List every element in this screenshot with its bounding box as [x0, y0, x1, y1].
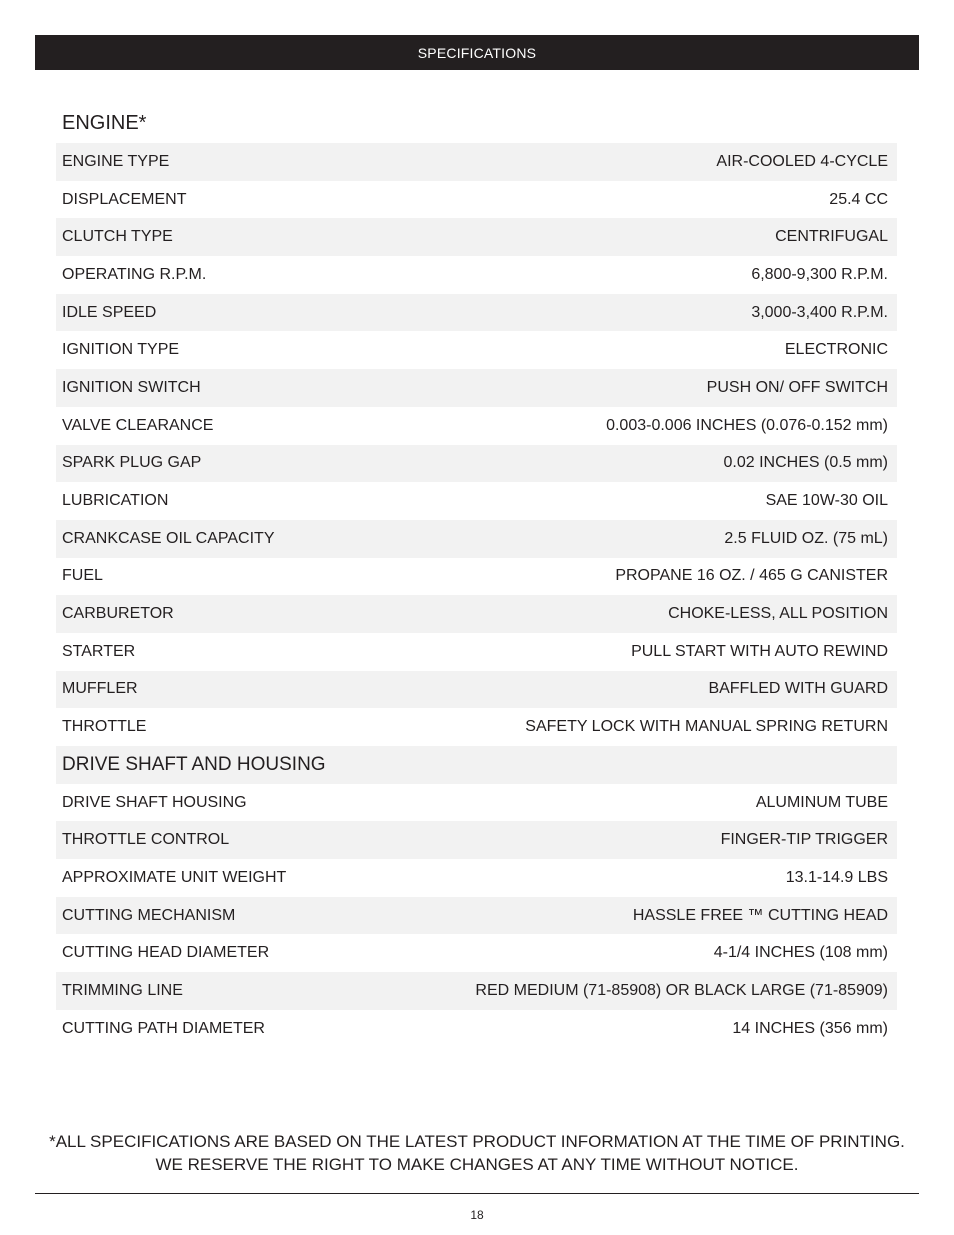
spec-row	[56, 934, 897, 972]
spec-label: THROTTLE CONTROL	[62, 831, 230, 849]
spec-row	[56, 1010, 897, 1048]
section-title-engine: ENGINE*	[62, 112, 147, 134]
spec-label: THROTTLE	[62, 718, 147, 736]
spec-row	[56, 633, 897, 671]
spec-label: IDLE SPEED	[62, 303, 157, 321]
spec-row	[56, 143, 897, 181]
spec-value: 0.003-0.006 INCHES (0.076-0.152 mm)	[606, 416, 888, 434]
spec-value: ELECTRONIC	[784, 341, 888, 359]
spec-row	[56, 595, 897, 633]
spec-label: LUBRICATION	[62, 492, 169, 510]
spec-value: HASSLE FREE ™ CUTTING HEAD	[632, 906, 888, 924]
spec-row	[56, 369, 897, 407]
spec-value: FINGER-TIP TRIGGER	[720, 831, 888, 849]
spec-value: 25.4 CC	[829, 190, 888, 208]
spec-row	[56, 331, 897, 369]
spec-value: RED MEDIUM (71-85908) OR BLACK LARGE (71-85909)	[475, 981, 888, 999]
page-number: 18	[470, 1208, 484, 1222]
spec-row	[56, 859, 897, 897]
spec-value: 2.5 FLUID OZ. (75 mL)	[724, 529, 888, 547]
spec-value: 14 INCHES (356 mm)	[732, 1019, 888, 1037]
spec-label: CLUTCH TYPE	[62, 228, 173, 246]
spec-value: ALUMINUM TUBE	[755, 793, 888, 811]
spec-row	[56, 256, 897, 294]
spec-value: SAE 10W-30 OIL	[765, 492, 888, 510]
spec-value: CHOKE-LESS, ALL POSITION	[668, 605, 888, 623]
spec-label: TRIMMING LINE	[62, 981, 183, 999]
spec-label: DRIVE SHAFT HOUSING	[62, 793, 247, 811]
spec-value: PROPANE 16 OZ. / 465 G CANISTER	[615, 567, 888, 585]
spec-value: 6,800-9,300 R.P.M.	[751, 265, 888, 283]
spec-label: OPERATING R.P.M.	[62, 265, 207, 283]
spec-label: STARTER	[62, 642, 136, 660]
spec-label: APPROXIMATE UNIT WEIGHT	[62, 868, 287, 886]
spec-label: VALVE CLEARANCE	[62, 416, 214, 434]
spec-label: IGNITION SWITCH	[62, 378, 201, 396]
spec-row	[56, 218, 897, 256]
spec-value: AIR-COOLED 4-CYCLE	[716, 152, 888, 170]
spec-row	[56, 784, 897, 822]
spec-label: ENGINE TYPE	[62, 152, 170, 170]
spec-label: IGNITION TYPE	[62, 341, 180, 359]
spec-row	[56, 407, 897, 445]
spec-row	[56, 558, 897, 596]
spec-label: CRANKCASE OIL CAPACITY	[62, 529, 275, 547]
spec-row	[56, 181, 897, 219]
spec-row	[56, 897, 897, 935]
spec-row	[56, 482, 897, 520]
spec-value: 13.1-14.9 LBS	[785, 868, 888, 886]
spec-table	[56, 143, 897, 1048]
section-heading-row	[56, 746, 897, 784]
spec-row	[56, 708, 897, 746]
page-header-title: SPECIFICATIONS	[417, 44, 537, 61]
section-heading-label: DRIVE SHAFT AND HOUSING	[62, 753, 326, 775]
spec-row	[56, 972, 897, 1010]
spec-row	[56, 445, 897, 483]
spec-value: 3,000-3,400 R.P.M.	[751, 303, 888, 321]
header-bar	[35, 35, 919, 70]
footnote-line-1: *ALL SPECIFICATIONS ARE BASED ON THE LATEST PRODUCT INFORMATION AT THE TIME OF PRINTING.	[49, 1132, 905, 1151]
footnote	[35, 1130, 919, 1176]
spec-row	[56, 821, 897, 859]
footer-divider	[35, 1193, 919, 1194]
spec-row	[56, 294, 897, 332]
spec-row	[56, 520, 897, 558]
spec-value: CENTRIFUGAL	[775, 228, 888, 246]
spec-value: PULL START WITH AUTO REWIND	[631, 642, 888, 660]
spec-label: CUTTING PATH DIAMETER	[62, 1019, 265, 1037]
spec-label: MUFFLER	[62, 680, 138, 698]
spec-label: SPARK PLUG GAP	[62, 454, 202, 472]
spec-label: CUTTING HEAD DIAMETER	[62, 944, 270, 962]
spec-label: CUTTING MECHANISM	[62, 906, 236, 924]
spec-value: 4-1/4 INCHES (108 mm)	[713, 944, 888, 962]
spec-label: CARBURETOR	[62, 605, 174, 623]
spec-label: FUEL	[62, 567, 103, 585]
footnote-line-2: WE RESERVE THE RIGHT TO MAKE CHANGES AT ANY TIME WITHOUT NOTICE.	[155, 1155, 799, 1174]
spec-row	[56, 671, 897, 709]
spec-value: SAFETY LOCK WITH MANUAL SPRING RETURN	[525, 718, 888, 736]
spec-value: 0.02 INCHES (0.5 mm)	[723, 454, 888, 472]
spec-label: DISPLACEMENT	[62, 190, 187, 208]
spec-value: BAFFLED WITH GUARD	[708, 680, 888, 698]
spec-value: PUSH ON/ OFF SWITCH	[706, 378, 888, 396]
